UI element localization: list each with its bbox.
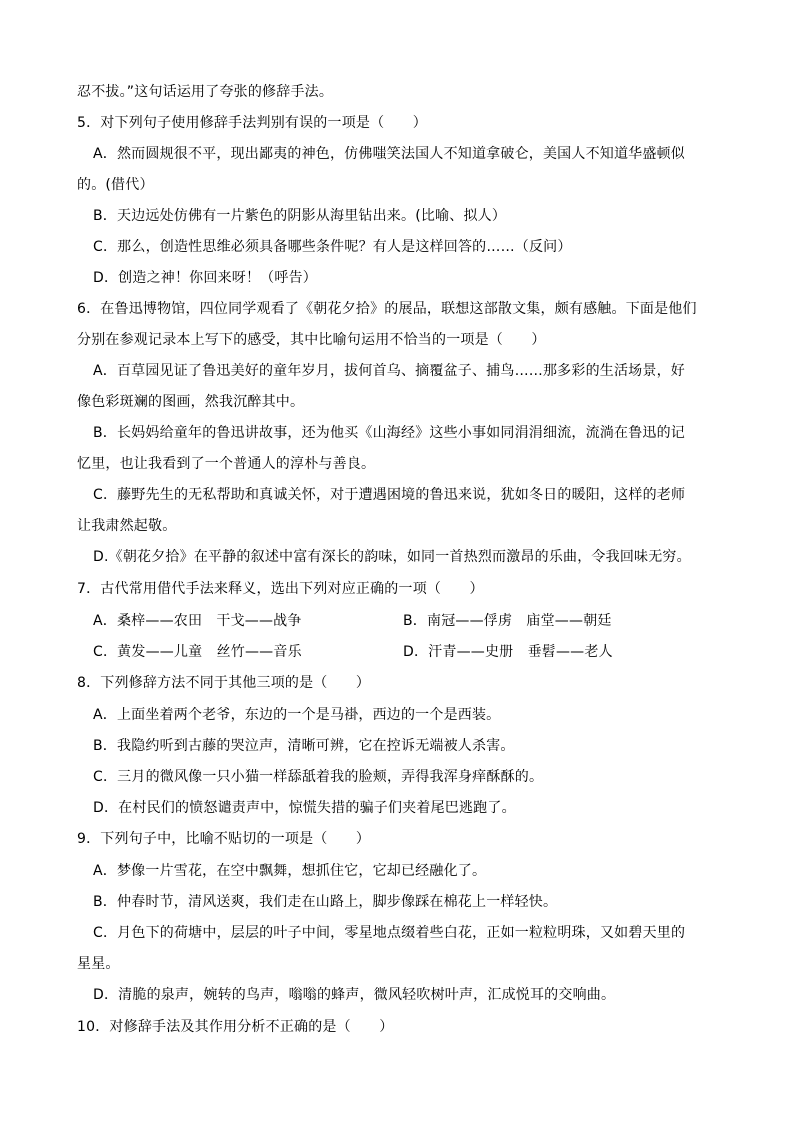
option-6c: C．藤野先生的无私帮助和真诚关怀，对于遭遇困境的鲁迅来说，犹如冬日的暖阳，这样的老师 [93, 487, 686, 503]
option-7a: A．桑梓——农田 干戈——战争 [93, 613, 302, 629]
option-5c: C．那么，创造性思维必须具备哪些条件呢？有人是这样回答的……（反问） [93, 239, 572, 255]
option-6a-cont: 像色彩斑斓的图画，然我沉醉其中。 [77, 394, 305, 410]
option-9c: C．月色下的荷塘中，层层的叶子中间，零星地点缀着些白花，正如一粒粒明珠，又如碧天里的 [93, 925, 686, 941]
option-8a: A．上面坐着两个老爷，东边的一个是马褂，西边的一个是西装。 [93, 707, 501, 723]
option-5d: D．创造之神！你回来呀！（呼告） [93, 270, 317, 286]
option-5a-cont: 的。(借代） [77, 177, 154, 193]
option-7d: D．汗青——史册 垂髫——老人 [403, 644, 613, 660]
option-8d: D．在村民们的愤怒谴责声中，惊慌失措的骗子们夹着尾巴逃跑了。 [93, 800, 516, 816]
question-5: 5．对下列句子使用修辞手法判别有误的一项是（ ） [77, 115, 427, 131]
question-6-cont: 分别在参观记录本上写下的感受，其中比喻句运用不恰当的一项是（ ） [77, 332, 546, 348]
question-10: 10．对修辞手法及其作用分析不正确的是（ ） [77, 1019, 394, 1035]
question-9: 9．下列句子中，比喻不贴切的一项是（ ） [77, 831, 371, 847]
question-8: 8．下列修辞方法不同于其他三项的是（ ） [77, 675, 371, 691]
option-9a: A．梦像一片雪花，在空中飘舞，想抓住它，它却已经融化了。 [93, 863, 487, 879]
option-8b: B．我隐约听到古藤的哭泣声，清晰可辨，它在控诉无端被人杀害。 [93, 738, 515, 754]
option-8c: C．三月的微风像一只小猫一样舔舐着我的脸颊，弄得我浑身痒酥酥的。 [93, 769, 544, 785]
option-7c: C．黄发——儿童 丝竹——音乐 [93, 644, 302, 660]
question-7: 7．古代常用借代手法来释义，选出下列对应正确的一项（ ） [77, 581, 484, 597]
option-5b: B．天边远处仿佛有一片紫色的阴影从海里钻出来。(比喻、拟人） [93, 208, 507, 224]
option-5a: A．然而圆规很不平，现出鄙夷的神色，仿佛嗤笑法国人不知道拿破仑，美国人不知道华盛顿似 [93, 146, 685, 162]
option-9c-cont: 星星。 [77, 956, 120, 972]
option-6c-cont: 让我肃然起敬。 [77, 518, 177, 534]
option-9d: D．清脆的泉声，婉转的鸟声，嗡嗡的蜂声，微风轻吹树叶声，汇成悦耳的交响曲。 [93, 987, 616, 1003]
text-line: 忍不拔。”这句话运用了夸张的修辞手法。 [77, 84, 334, 100]
option-9b: B．仲春时节，清风送爽，我们走在山路上，脚步像踩在棉花上一样轻快。 [93, 894, 558, 910]
question-6: 6．在鲁迅博物馆，四位同学观看了《朝花夕拾》的展品，联想这部散文集，颇有感触。下面是他们 [77, 301, 697, 317]
option-6d: D.《朝花夕拾》在平静的叙述中富有深长的韵味，如同一首热烈而激昂的乐曲，令我回味无穷。 [93, 549, 691, 565]
option-6b-cont: 忆里，也让我看到了一个普通人的淳朴与善良。 [77, 456, 376, 472]
option-6a: A．百草园见证了鲁迅美好的童年岁月，拔何首乌、摘覆盆子、捕鸟……那多彩的生活场景，好 [93, 363, 685, 379]
option-6b: B．长妈妈给童年的鲁迅讲故事，还为他买《山海经》这些小事如同涓涓细流，流淌在鲁迅的记 [93, 425, 686, 441]
option-7b: B．南冠——俘虏 庙堂——朝廷 [403, 613, 612, 629]
